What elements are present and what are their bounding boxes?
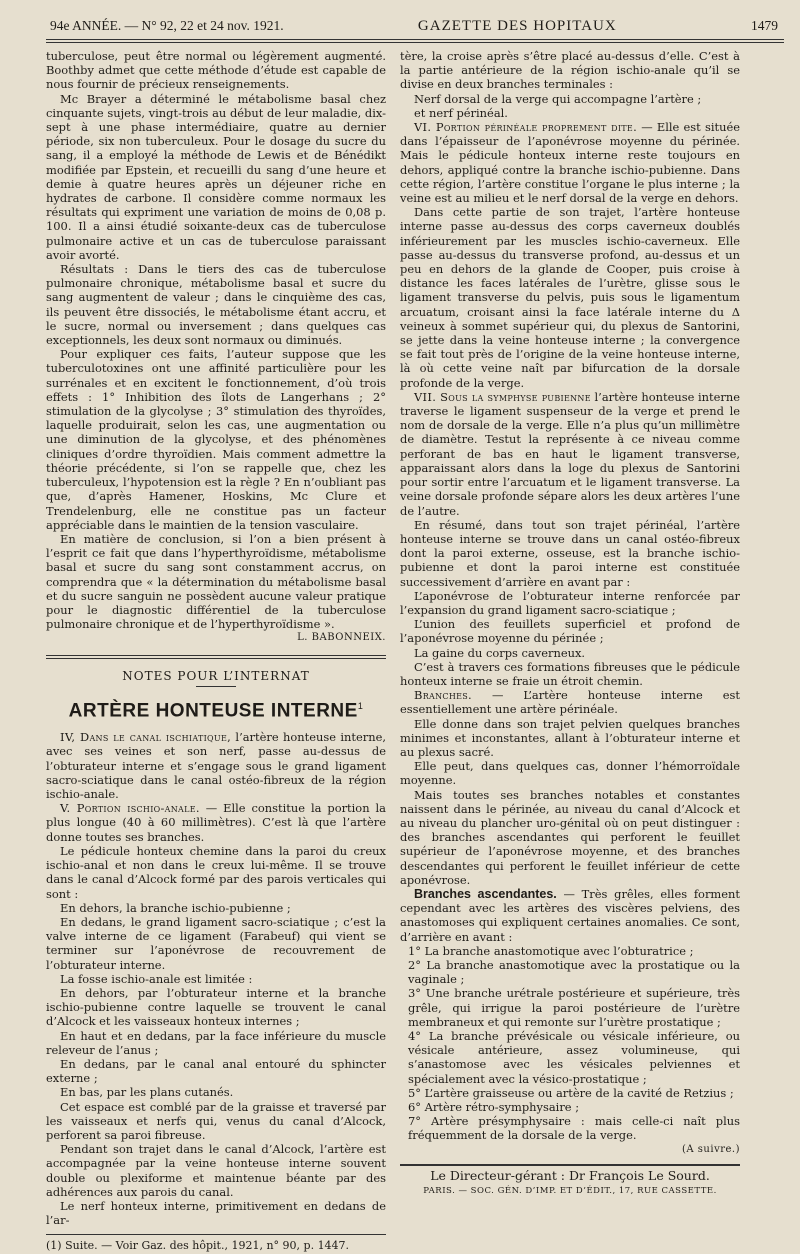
paragraph-text: — Elle est située dans l’épaisseur de l’aponévrose moyenne du périnée. Mais le pédicule honteux interne reste toujours en dehors, appliqué contre la branche ischio-pubienne. Dans cette région, l’artère constitue l’organe le plus interne ; la veine est au milieu et le nerf dorsal de la verge en dehors. bbox=[400, 120, 740, 206]
subsection-lead: VI. Portion périnéale proprement dite. bbox=[414, 120, 637, 135]
footnote: (1) Suite. — Voir Gaz. des hôpit., 1921, n° 90, p. 1447. bbox=[46, 1239, 350, 1253]
paragraph: Elle peut, dans quelques cas, donner l’hémorroïdale moyenne. bbox=[400, 759, 740, 788]
paragraph bbox=[400, 390, 740, 518]
paragraph: En résumé, dans tout son trajet périnéal, l’artère honteuse interne se trouve dans un canal ostéo-fibreux dont la paroi externe, osseuse, est la branche ischio-pubienne et dont la paroi interne est constituée successivement d’arrière en avant par : bbox=[400, 517, 740, 589]
header-rule bbox=[46, 39, 784, 43]
article-title-text: ARTÈRE HONTEUSE INTERNE bbox=[68, 700, 358, 722]
paragraph: Mais toutes ses branches notables et constantes naissent dans le périnée, au niveau du canal d’Alcock et au niveau du plancher uro-génital où on peut distinguer : des branches ascendantes qui perforent le feuillet supérieur de l’aponévrose moyenne, et des branches descendantes qui perforent le feuillet inférieur de cette aponévrose. bbox=[400, 787, 740, 887]
to-be-continued: (A suivre.) bbox=[682, 1143, 740, 1155]
subsection-lead: IV, Dans le canal ischiatique, bbox=[60, 730, 232, 745]
paragraph: Nerf dorsal de la verge qui accompagne l’artère ; bbox=[414, 91, 702, 106]
paragraph-text: — L’artère honteuse interne est essentiellement une artère périnéale. bbox=[400, 688, 740, 717]
subsection-lead: VII. Sous la symphyse pubienne bbox=[414, 389, 591, 404]
paragraph bbox=[46, 801, 386, 844]
paragraph-text: l’artère honteuse interne, avec ses veines et son nerf, passe au-dessus de l’obturateur interne et s’engage sous le grand ligament sacro-sciatique dans le canal ostéo-fibreux de la région ischio-anale. bbox=[46, 730, 386, 802]
paragraph bbox=[400, 120, 740, 205]
list-item: 7° Artère présymphysaire : mais celle-ci naît plus fréquemment de la dorsale de la verge. bbox=[408, 1114, 740, 1143]
paragraph-text: — Elle constitue la portion la plus longue (40 à 60 millimètres). C’est là que l’artère donne toutes ses branches. bbox=[46, 801, 386, 844]
columns bbox=[46, 49, 784, 1254]
article-title bbox=[46, 699, 386, 722]
footnote-ref: 1 bbox=[357, 700, 364, 711]
paragraph: La gaine du corps caverneux. bbox=[414, 645, 586, 660]
paragraph: L’union des feuillets superficiel et profond de l’aponévrose moyenne du périnée ; bbox=[400, 617, 740, 646]
paragraph: Le pédicule honteux chemine dans la paroi du creux ischio-anal et non dans le creux lui-même. Il se trouve dans le canal d’Alcock formé par des parois verticales qui sont : bbox=[46, 843, 386, 901]
paragraph: et nerf périnéal. bbox=[414, 105, 508, 120]
paragraph: Cet espace est comblé par de la graisse et traversé par les vaisseaux et nerfs qui, venus du canal d’Alcock, perforent sa paroi fibreuse. bbox=[46, 1099, 386, 1142]
list-item: 3° Une branche urétrale postérieure et supérieure, très grêle, qui irrigue la paroi postérieure de l’urètre membraneux et qui remonte sur l’urètre prostatique ; bbox=[408, 986, 740, 1029]
printer-line: PARIS. — SOC. GÉN. D’IMP. ET D’ÉDIT., 17, RUE CASSETTE. bbox=[423, 1186, 717, 1197]
paragraph: Elle donne dans son trajet pelvien quelques branches minimes et inconstantes, allant à l’obturateur interne et au plexus sacré. bbox=[400, 716, 740, 759]
paragraph: tuberculose, peut être normal ou légèrement augmenté. Boothby admet que cette méthode d’étude est capable de nous fournir de précieux renseignements. bbox=[46, 49, 386, 92]
paragraph-text: l’artère honteuse interne traverse le ligament suspenseur de la verge et prend le nom de dorsale de la verge. Elle n’a plus qu’un millimètre de diamètre. Testut la représente à ce niveau comme perforant de bas en haut le ligament transverse, apparaissant alors dans la loge du plexus de Santorini pour sortir entre l’arcuatum et le ligament transverse. La veine dorsale profonde sépare alors les deux artères l’une de l’autre. bbox=[400, 389, 740, 518]
section-title: NOTES POUR L’INTERNAT bbox=[122, 668, 310, 683]
author-signature: L. BABONNEIX. bbox=[297, 632, 386, 644]
paragraph: Mc Brayer a déterminé le métabolisme basal chez cinquante sujets, vingt-trois au début de leur maladie, dix-sept à une phase intermédiaire, quatre au dernier période, six non tuberculeux. Pour le dosage du sucre du sang, il a employé la méthode de Lewis et de Bénédikt modifiée par Epstein, et recueilli du sang d’une heure et demie à quatre heures après un déjeuner riche en hydrates de carbone. Il considère comme normaux les résultats qui expriment une variation de moins de 0,08 p. 100. Il a ainsi étudié soixante-deux cas de tuberculose pulmonaire active et un cas de tuberculose paraissant avoir avorté. bbox=[46, 91, 386, 262]
divider bbox=[196, 686, 236, 687]
subsection-lead: V. Portion ischio-anale. bbox=[60, 801, 200, 816]
list-item: 5° L’artère graisseuse ou artère de la cavité de Retzius ; bbox=[408, 1085, 734, 1100]
paragraph: Le nerf honteux interne, primitivement en dedans de l’ar- bbox=[46, 1198, 386, 1228]
paragraph: En matière de conclusion, si l’on a bien présent à l’esprit ce fait que dans l’hyperthyroïdisme, métabolisme basal et sucre du sang sont constamment accrus, on comprendra que « la détermination du métabolisme basal et du sucre sanguin ne possèdent aucune valeur pratique pour le diagnostic différentiel de la tuberculose pulmonaire chronique et de l’hyperthyroïdisme ». bbox=[46, 531, 386, 632]
list-item: 1° La branche anastomotique avec l’obturatrice ; bbox=[408, 943, 694, 958]
left-column bbox=[46, 49, 386, 1254]
section-rule bbox=[46, 655, 386, 659]
paragraph: Pour expliquer ces faits, l’auteur suppose que les tuberculotoxines ont une affinité particulière pour les surrénales et en excitent le fonctionnement, d’où trois effets : 1° Inhibition des îlots de Langerhans ; 2° stimulation de la glycolyse ; 3° stimulation des thyroïdes, laquelle produirait, selon les cas, une augmentation ou une diminution de la glycolyse, et des phénomènes cliniques d’ordre thyroïdien. Mais comment admettre la théorie précédente, si l’on se rappelle que, chez les tuberculeux, l’hypotension est la règle ? En n’oubliant pas que, d’après Hamener, Hoskins, Mc Clure et Trendelenburg, elle ne constitue pas un facteur appréciable dans le maintien de la tension vasculaire. bbox=[46, 347, 386, 532]
subsection-lead: Branches. bbox=[414, 688, 472, 703]
paragraph bbox=[46, 730, 386, 801]
paragraph: La fosse ischio-anale est limitée : bbox=[60, 971, 253, 986]
right-column bbox=[400, 49, 740, 1254]
paragraph: Dans cette partie de son trajet, l’artère honteuse interne passe au-dessus des corps caverneux doublés inférieurement par les muscles ischio-caverneux. Elle passe au-dessus du transverse profond, au-dessus et un peu en dehors de la glande de Cooper, puis croise à distance les faces latérales de l’urètre, glisse sous le ligament transverse du pelvis, puis sous le ligamentum arcuatum, croisant ainsi la face latérale interne du Δ veineux à sommet supérieur qui, du plexus de Santorini, se jette dans la veine honteuse interne ; la convergence se fait tout près de l’origine de la veine honteuse interne, là où cette veine naît par bifurcation de la dorsale profonde de la verge. bbox=[400, 205, 740, 390]
issue-info: 94e ANNÉE. — N° 92, 22 et 24 nov. 1921. bbox=[50, 18, 284, 33]
paragraph: Pendant son trajet dans le canal d’Alcock, l’artère est accompagnée par la veine honteuse interne souvent double ou plexiforme et maintenue béante par des adhérences aux parois du canal. bbox=[46, 1142, 386, 1199]
paragraph-text: — Très grêles, elles forment cependant avec les artères des viscères pelviens, des anastomoses qui expliquent certaines anomalies. Ce sont, d’arrière en avant : bbox=[400, 886, 740, 944]
paragraph bbox=[400, 688, 740, 716]
paragraph: tère, la croise après s’être placé au-dessus d’elle. C’est à la partie antérieure de la région ischio-anale qu’il se divise en deux branches terminales : bbox=[400, 49, 740, 92]
paragraph: En dedans, par le canal anal entouré du sphincter externe ; bbox=[46, 1056, 386, 1086]
page-header bbox=[46, 18, 784, 35]
subsection-lead: Branches ascendantes. bbox=[414, 886, 557, 901]
paragraph: En bas, par les plans cutanés. bbox=[60, 1085, 234, 1100]
paragraph: En dehors, la branche ischio-pubienne ; bbox=[60, 900, 291, 915]
paragraph bbox=[400, 887, 740, 944]
paragraph: En haut et en dedans, par la face inférieure du muscle releveur de l’anus ; bbox=[46, 1028, 386, 1057]
paragraph: Résultats : Dans le tiers des cas de tuberculose pulmonaire chronique, métabolisme basal et sucre du sang augmentent de valeur ; dans le cinquième des cas, ils peuvent être dissociés, le métabolisme étant accru, et le sucre, normal ou inversement ; dans quelques cas exceptionnels, les deux sont normaux ou diminués. bbox=[46, 262, 386, 348]
paragraph: En dehors, par l’obturateur interne et la branche ischio-pubienne contre laquelle se trouvent le canal d’Alcock et les vaisseaux honteux internes ; bbox=[46, 985, 386, 1029]
paragraph: En dedans, le grand ligament sacro-sciatique ; c’est la valve interne de ce ligament (Farabeuf) qui vient se terminer sur l’aponévrose de recouvrement de l’obturateur interne. bbox=[46, 914, 386, 972]
list-item: 4° La branche prévésicale ou vésicale inférieure, ou vésicale antérieure, assez volumineuse, qui s’anastomose avec les vésicales pelviennes et spécialement avec la vésico-prostatique ; bbox=[408, 1029, 740, 1086]
page-number: 1479 bbox=[750, 18, 778, 33]
paragraph: C’est à travers ces formations fibreuses que le pédicule honteux interne se fraie un étroit chemin. bbox=[400, 659, 740, 688]
paragraph: L’aponévrose de l’obturateur interne renforcée par l’expansion du grand ligament sacro-sciatique ; bbox=[400, 588, 740, 617]
footnote-rule bbox=[46, 1234, 386, 1235]
branch-list bbox=[400, 944, 740, 1143]
director-line: Le Directeur-gérant : Dr François Le Sourd. bbox=[400, 1164, 740, 1183]
list-item: 2° La branche anastomotique avec la prostatique ou la vaginale ; bbox=[408, 958, 740, 987]
journal-title: GAZETTE DES HOPITAUX bbox=[417, 18, 617, 34]
list-item: 6° Artère rétro-symphysaire ; bbox=[408, 1100, 580, 1115]
